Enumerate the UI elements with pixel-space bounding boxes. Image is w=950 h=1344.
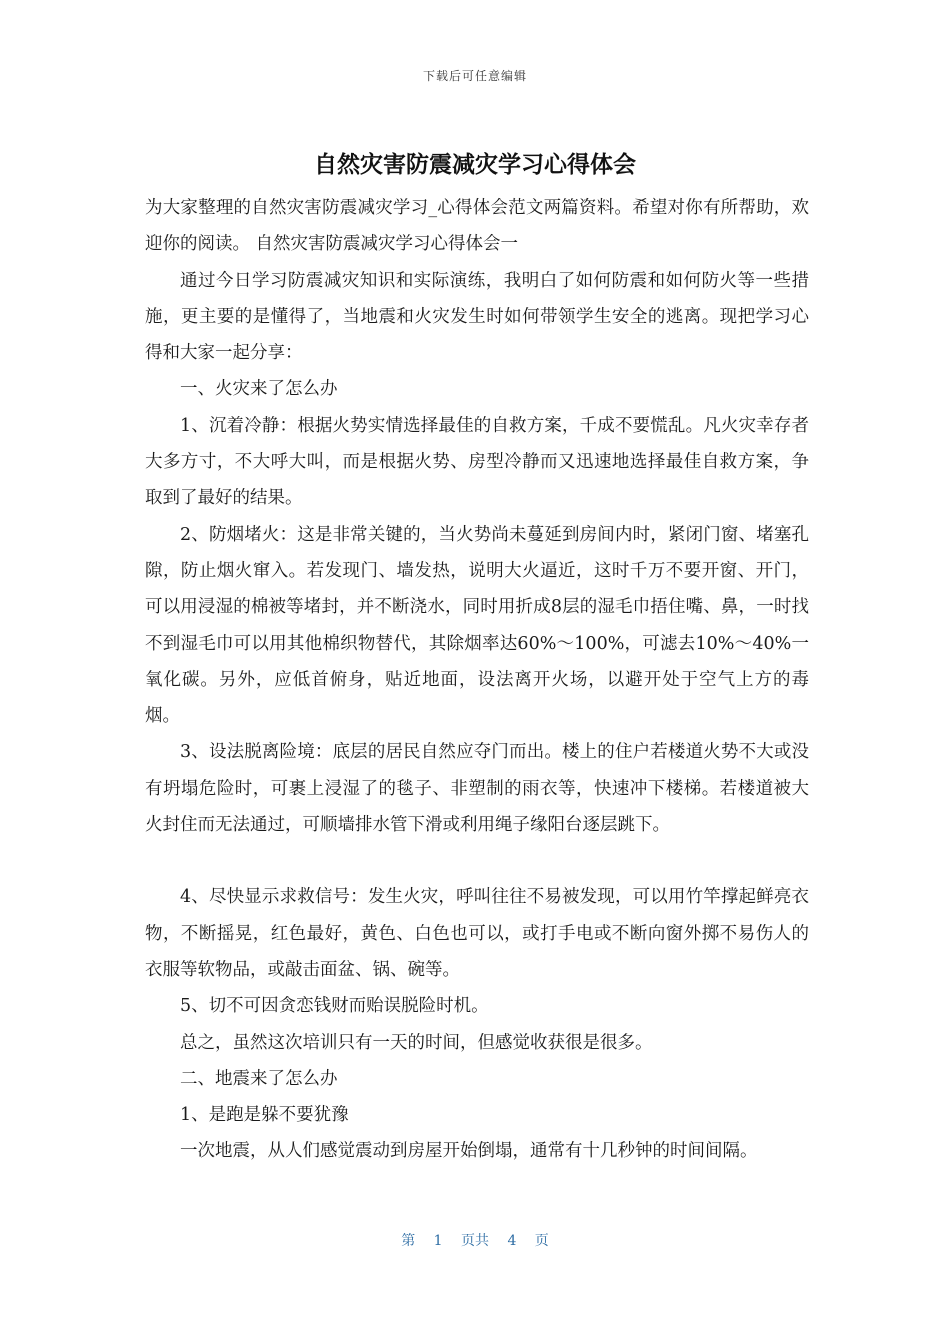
body-paragraph: 3、设法脱离险境：底层的居民自然应夺门而出。楼上的住户若楼道火势不大或没有坍塌危险时，可裹上浸湿了的毯子、非塑制的雨衣等，快速冲下楼梯。若楼道被大火封住而无法通过，可顺墙排水管下滑或利用绳子缘阳台逐层跳下。 <box>145 742 809 836</box>
document-title: 自然灾害防震减灾学习心得体会 <box>314 152 636 178</box>
page-header: 下载后可任意编辑 <box>422 69 527 83</box>
body-paragraph: 4、尽快显示求救信号：发生火灾，呼叫往往不易被发现，可以用竹竿撑起鲜亮衣物，不断摇晃，红色最好，黄色、白色也可以，或打手电或不断向窗外掷不易伤人的衣服等软物品，或敲击面盆、锅、碗等。 <box>145 887 809 980</box>
section-heading-fire: 一、火灾来了怎么办 <box>180 379 338 400</box>
body-paragraph: 1、是跑是躲不要犹豫 <box>180 1105 349 1126</box>
body-paragraph: 总之，虽然这次培训只有一天的时间，但感觉收获很是很多。 <box>180 1032 653 1053</box>
document-body <box>145 190 809 1170</box>
body-paragraph: 2、防烟堵火：这是非常关键的，当火势尚未蔓延到房间内时，紧闭门窗、堵塞孔隙，防止烟火窜入。若发现门、墙发热，说明大火逼近，这时千万不要开窗、开门，可以用浸湿的棉被等堵封，并不断浇水，同时用折成8层的湿毛巾捂住嘴、鼻，一时找不到湿毛巾可以用其他棉织物替代，其除烟率达60%～100%，可滤去10%～40%一氧化碳。另外，应低首俯身，贴近地面，设法离开火场，以避开处于空气上方的毒烟。 <box>145 524 809 727</box>
body-paragraph: 1、沉着冷静：根据火势实情选择最佳的自救方案，千成不要慌乱。凡火灾幸存者大多方寸，不大呼大叫，而是根据火势、房型冷静而又迅速地选择最佳自救方案，争取到了最好的结果。 <box>145 415 809 509</box>
section-heading-earthquake: 二、地震来了怎么办 <box>180 1068 338 1089</box>
body-paragraph: 通过今日学习防震减灾知识和实际演练，我明白了如何防震和如何防火等一些措施，更主要的是懂得了，当地震和火灾发生时如何带领学生安全的逃离。现把学习心得和大家一起分享： <box>145 270 809 364</box>
page-number-footer: 第 1 页共 4 页 <box>401 1233 549 1249</box>
intro-paragraph: 为大家整理的自然灾害防震减灾学习_心得体会范文两篇资料。希望对你有所帮助，欢迎你的阅读。 自然灾害防震减灾学习心得体会一 <box>145 198 809 255</box>
body-paragraph: 一次地震，从人们感觉震动到房屋开始倒塌，通常有十几秒钟的时间间隔。 <box>180 1141 758 1162</box>
body-paragraph: 5、切不可因贪恋钱财而贻误脱险时机。 <box>180 996 489 1017</box>
